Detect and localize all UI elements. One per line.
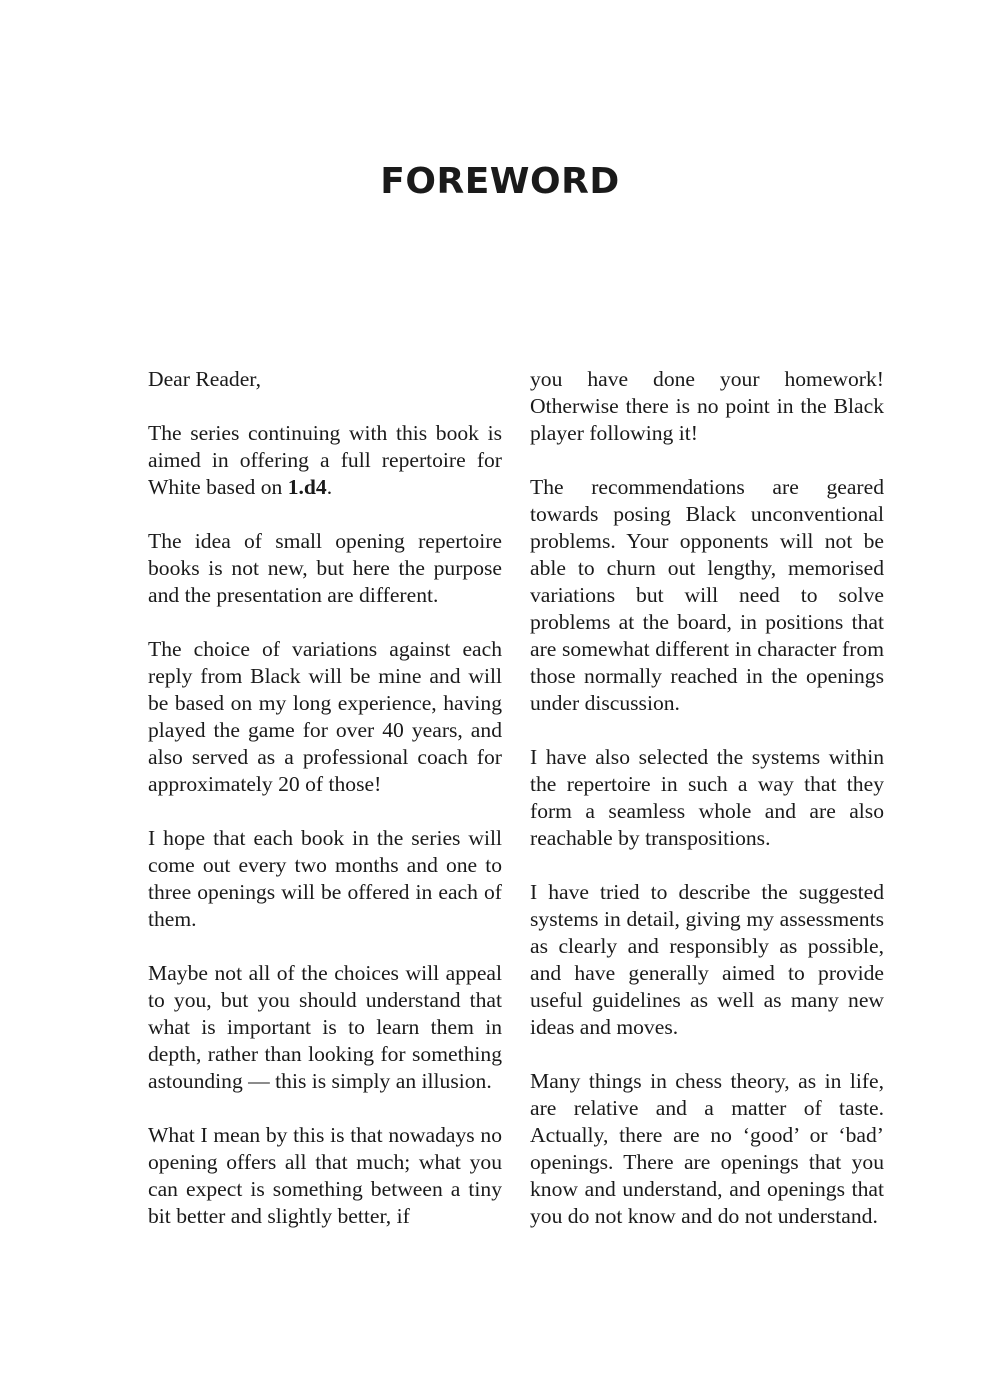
paragraph-intro-text: The series continuing with this book is aimed in offering a full repertoire for White based on	[148, 421, 502, 499]
paragraph-systems: I have also selected the systems within the repertoire in such a way that they form a seamless whole and are also reachable by transpositions.	[530, 745, 884, 850]
paragraph-appeal: Maybe not all of the choices will appeal to you, but you should understand that what is important is to learn them in depth, rather than looking for something astounding — this is simply an illusion.	[148, 961, 502, 1093]
paragraph-intro	[148, 420, 502, 501]
move-notation: 1.d4	[287, 475, 327, 499]
paragraph-meaning: What I mean by this is that nowadays no opening offers all that much; what you can expect is something between a tiny bit better and slightly better, if	[148, 1123, 502, 1228]
paragraph-description: I have tried to describe the suggested systems in detail, giving my assessments as clearly and responsibly as possible, and have generally aimed to provide useful guidelines as well as many new ideas and moves.	[530, 880, 884, 1039]
paragraph-recommendations: The recommendations are geared towards posing Black unconventional problems. Your opponents will not be able to churn out lengthy, memorised variations but will need to solve problems at the board, in positions that are somewhat different in character from those normally reached in the openings under discussion.	[530, 475, 884, 715]
right-column	[530, 366, 884, 1230]
salutation: Dear Reader,	[148, 367, 262, 391]
paragraph-theory: Many things in chess theory, as in life, are relative and a matter of taste. Actually, there are no ‘good’ or ‘bad’ openings. There are openings that you know and understand, and openings that you do not know and do not understand.	[530, 1069, 884, 1228]
paragraph-meaning-continued: you have done your homework! Otherwise there is no point in the Black player following it!	[530, 367, 884, 445]
paragraph-schedule: I hope that each book in the series will come out every two months and one to three openings will be offered in each of them.	[148, 826, 502, 931]
paragraph-intro-end: .	[326, 475, 333, 499]
page-title: FOREWORD	[380, 161, 620, 202]
paragraph-idea: The idea of small opening repertoire books is not new, but here the purpose and the presentation are different.	[148, 529, 502, 607]
paragraph-choice: The choice of variations against each reply from Black will be mine and will be based on my long experience, having played the game for over 40 years, and also served as a professional coach for approximately 20 of those!	[148, 637, 502, 796]
left-column	[148, 366, 502, 1230]
